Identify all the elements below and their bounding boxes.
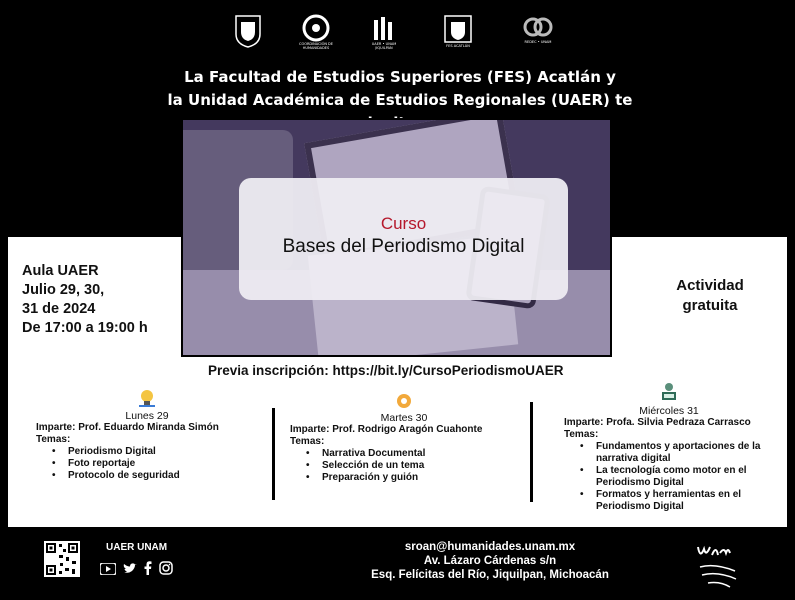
topic-item: • Protocolo de seguridad [52,470,258,482]
invitation-line-1: La Facultad de Estudios Superiores (FES) Acatlán y [184,68,616,86]
topic-list [580,441,774,513]
topic-item: • Foto reportaje [52,458,258,470]
session-wednesday [564,381,774,513]
session-day: Miércoles 31 [639,405,699,417]
contact-address-2: Esq. Felícitas del Río, Jiquilpan, Michoacán [371,569,609,581]
session-temas-label: Temas: [290,436,325,447]
topic-item: • Selección de un tema [306,460,518,472]
topic-list [52,446,258,482]
uaer-jiquilpan-logo [364,14,404,54]
activity-line-1: Actividad [676,277,744,294]
topic-item: • Formatos y herramientas en el Periodismo Digital [580,489,774,513]
unam-shield-logo [228,14,268,54]
youtube-icon[interactable] [100,560,116,579]
logo-caption: COORDINACIÓN DE HUMANIDADES [299,42,333,50]
course-hero-image [181,118,612,357]
activity-line-2: gratuita [682,297,738,314]
lightbulb-icon [138,388,156,408]
session-temas-label: Temas: [36,434,71,445]
course-title-box [239,178,568,300]
social-icons [100,560,173,579]
gear-idea-icon [395,392,413,410]
logo-caption: FES ACATLÁN [446,44,470,48]
free-activity-note [640,276,780,316]
redec-unam-logo [518,14,558,54]
event-dates-1: Julio 29, 30, [22,282,105,298]
logo-row [228,14,568,56]
event-location: Aula UAER [22,263,99,279]
session-teacher: Imparte: Profa. Silvia Pedraza Carrasco [564,417,751,428]
event-time: De 17:00 a 19:00 h [22,320,148,336]
column-divider [272,408,275,500]
session-monday [36,388,258,482]
session-temas-label: Temas: [564,429,599,440]
session-day: Lunes 29 [125,410,169,422]
twitter-icon[interactable] [123,560,137,579]
topic-item: • La tecnología como motor en el Periodismo Digital [580,465,774,489]
contact-info [320,540,660,582]
reading-person-icon [659,381,679,403]
footer [0,527,795,600]
session-day: Martes 30 [380,412,428,424]
invitation-line-2: la Unidad Académica de Estudios Regionales (UAER) te [167,91,633,109]
contact-email[interactable]: sroan@humanidades.unam.mx [404,541,576,553]
instagram-icon[interactable] [159,560,173,579]
facebook-icon[interactable] [144,560,152,579]
course-title: Bases del Periodismo Digital [282,236,525,257]
column-divider [530,402,533,502]
session-teacher: Imparte: Prof. Eduardo Miranda Simón [36,422,219,433]
social-label: UAER UNAM [106,542,168,553]
topic-list [306,448,518,484]
topic-item: • Narrativa Documental [306,448,518,460]
coordinacion-humanidades-logo [296,14,336,54]
session-tuesday [290,392,518,484]
event-details [22,262,148,338]
unam-signature-logo [690,537,750,592]
topic-item: • Preparación y guión [306,472,518,484]
logo-caption: UAER • UNAM JIQUILPAN [371,42,397,50]
session-teacher: Imparte: Prof. Rodrigo Aragón Cuahonte [290,424,483,435]
topic-item: • Fundamentos y aportaciones de la narrativa digital [580,441,774,465]
registration-link[interactable]: Previa inscripción: https://bit.ly/CursoPeriodismoUAER [208,363,564,378]
event-dates-2: 31 de 2024 [22,301,96,317]
course-label: Curso [380,214,427,233]
qr-code-icon[interactable] [44,541,80,577]
fes-acatlan-logo [438,14,478,54]
topic-item: • Periodismo Digital [52,446,258,458]
logo-caption: REDEC • UNAM [524,40,552,44]
contact-address-1: Av. Lázaro Cárdenas s/n [423,555,557,567]
